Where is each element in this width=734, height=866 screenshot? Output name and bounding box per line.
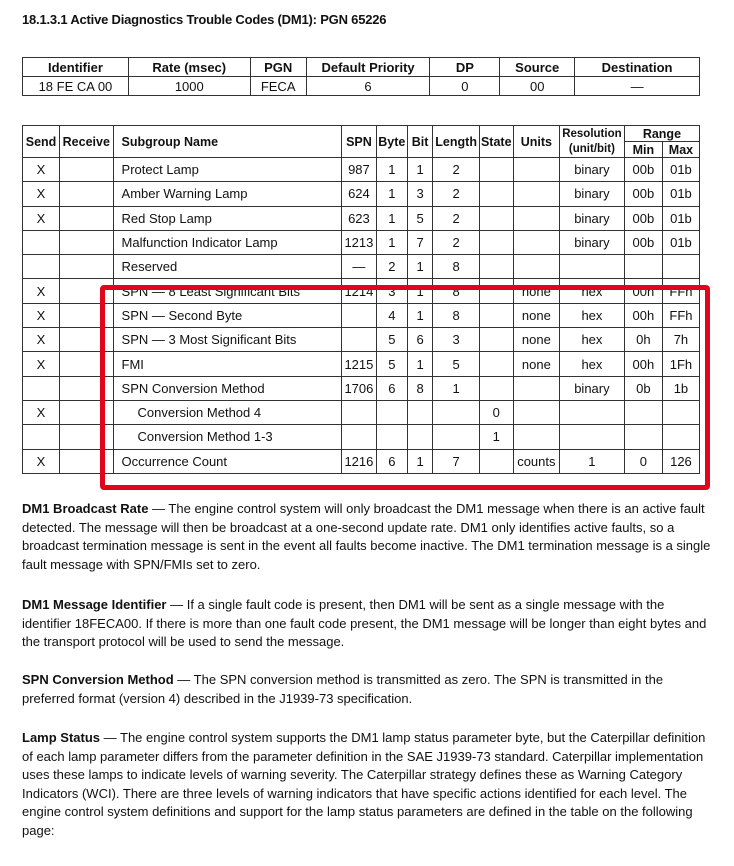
- cell-identifier: 18 FE CA 00: [23, 77, 129, 96]
- cell-name: SPN — 3 Most Significant Bits: [113, 328, 341, 352]
- cell-send: [23, 255, 60, 279]
- cell-receive: [60, 328, 114, 352]
- cell-length: 5: [433, 352, 479, 376]
- cell-receive: [60, 425, 114, 449]
- resolution-unit-label: (unit/bit): [568, 142, 615, 155]
- cell-bit: 1: [407, 255, 433, 279]
- cell-receive: [60, 352, 114, 376]
- cell-length: 2: [433, 158, 479, 182]
- cell-res: hex: [560, 352, 625, 376]
- table-row: [23, 425, 700, 449]
- cell-state: [479, 303, 513, 327]
- cell-min: 00b: [624, 230, 662, 254]
- cell-destination: —: [575, 77, 700, 96]
- cell-state: [479, 230, 513, 254]
- col-byte: Byte: [376, 126, 407, 158]
- cell-name: SPN — 8 Least Significant Bits: [113, 279, 341, 303]
- cell-state: [479, 328, 513, 352]
- cell-spn: —: [341, 255, 376, 279]
- cell-res: binary: [560, 182, 625, 206]
- pgn-header-table: [22, 57, 700, 96]
- cell-min: [624, 425, 662, 449]
- cell-res: binary: [560, 376, 625, 400]
- cell-send: X: [23, 328, 60, 352]
- col-pgn: PGN: [250, 58, 306, 77]
- cell-min: 0h: [624, 328, 662, 352]
- cell-bit: 5: [407, 206, 433, 230]
- cell-spn: 1215: [341, 352, 376, 376]
- cell-send: X: [23, 400, 60, 424]
- table-row: [23, 303, 700, 327]
- paragraph-term: DM1 Broadcast Rate: [22, 501, 149, 516]
- cell-res: hex: [560, 279, 625, 303]
- col-resolution: [560, 126, 625, 158]
- cell-byte: [376, 425, 407, 449]
- cell-spn: 1214: [341, 279, 376, 303]
- cell-state: [479, 206, 513, 230]
- cell-max: 7h: [662, 328, 699, 352]
- cell-min: 00b: [624, 182, 662, 206]
- cell-receive: [60, 376, 114, 400]
- cell-bit: 1: [407, 449, 433, 473]
- cell-res: 1: [560, 449, 625, 473]
- col-dp: DP: [430, 58, 500, 77]
- cell-length: [433, 425, 479, 449]
- cell-length: [433, 400, 479, 424]
- cell-dp: 0: [430, 77, 500, 96]
- cell-res: hex: [560, 303, 625, 327]
- col-subgroup-name: Subgroup Name: [113, 126, 341, 158]
- paragraph-term: Lamp Status: [22, 730, 101, 745]
- cell-res: hex: [560, 328, 625, 352]
- cell-max: 01b: [662, 182, 699, 206]
- cell-min: 0b: [624, 376, 662, 400]
- table-row: [23, 376, 700, 400]
- cell-units: [513, 400, 559, 424]
- col-min: Min: [624, 142, 662, 158]
- cell-bit: 1: [407, 158, 433, 182]
- cell-max: [662, 425, 699, 449]
- resolution-label: Resolution: [562, 127, 622, 140]
- cell-min: 00h: [624, 352, 662, 376]
- cell-min: [624, 400, 662, 424]
- cell-state: 1: [479, 425, 513, 449]
- cell-name: Amber Warning Lamp: [113, 182, 341, 206]
- col-length: Length: [433, 126, 479, 158]
- cell-max: FFh: [662, 279, 699, 303]
- col-receive: Receive: [60, 126, 114, 158]
- cell-send: X: [23, 158, 60, 182]
- header-table-row: [23, 77, 700, 96]
- cell-name: Conversion Method 1-3: [113, 425, 341, 449]
- cell-byte: 5: [376, 352, 407, 376]
- cell-state: [479, 158, 513, 182]
- cell-max: FFh: [662, 303, 699, 327]
- cell-spn: [341, 425, 376, 449]
- cell-res: binary: [560, 158, 625, 182]
- cell-res: binary: [560, 230, 625, 254]
- cell-byte: 2: [376, 255, 407, 279]
- cell-res: [560, 400, 625, 424]
- cell-units: [513, 182, 559, 206]
- cell-max: [662, 255, 699, 279]
- cell-receive: [60, 255, 114, 279]
- table-row: [23, 449, 700, 473]
- col-rate: Rate (msec): [128, 58, 250, 77]
- cell-byte: 4: [376, 303, 407, 327]
- cell-bit: 8: [407, 376, 433, 400]
- col-send: Send: [23, 126, 60, 158]
- cell-send: X: [23, 182, 60, 206]
- cell-units: none: [513, 352, 559, 376]
- table-row: [23, 279, 700, 303]
- cell-state: [479, 352, 513, 376]
- cell-byte: 6: [376, 376, 407, 400]
- cell-receive: [60, 206, 114, 230]
- cell-state: [479, 279, 513, 303]
- cell-byte: 1: [376, 158, 407, 182]
- col-source: Source: [500, 58, 575, 77]
- table-row: [23, 328, 700, 352]
- table-row: [23, 255, 700, 279]
- cell-max: 126: [662, 449, 699, 473]
- cell-receive: [60, 230, 114, 254]
- cell-min: 00h: [624, 279, 662, 303]
- cell-max: 01b: [662, 230, 699, 254]
- cell-byte: 1: [376, 182, 407, 206]
- cell-length: 1: [433, 376, 479, 400]
- section-title: 18.1.3.1 Active Diagnostics Trouble Codes (DM1): PGN 65226: [22, 12, 387, 27]
- cell-units: none: [513, 328, 559, 352]
- cell-bit: 1: [407, 303, 433, 327]
- paragraph-text: — The engine control system will only broadcast the DM1 message when there is an active fault detected. The message will then be broadcast at a one-second update rate. DM1 only identifies active faults, so a broadcast termination message is sent in the event all faults become inactive. The DM1 termination message is a single fault message with SPN/FMIs set to zero.: [22, 501, 711, 572]
- cell-name: SPN — Second Byte: [113, 303, 341, 327]
- cell-source: 00: [500, 77, 575, 96]
- cell-units: [513, 425, 559, 449]
- table-row: [23, 158, 700, 182]
- cell-state: [479, 376, 513, 400]
- col-bit: Bit: [407, 126, 433, 158]
- col-destination: Destination: [575, 58, 700, 77]
- cell-spn: 624: [341, 182, 376, 206]
- cell-units: [513, 206, 559, 230]
- cell-state: 0: [479, 400, 513, 424]
- cell-spn: 623: [341, 206, 376, 230]
- cell-length: 2: [433, 230, 479, 254]
- cell-res: binary: [560, 206, 625, 230]
- cell-state: [479, 449, 513, 473]
- cell-min: 0: [624, 449, 662, 473]
- cell-bit: 3: [407, 182, 433, 206]
- cell-res: [560, 425, 625, 449]
- cell-length: 2: [433, 206, 479, 230]
- table-row: [23, 400, 700, 424]
- cell-max: 01b: [662, 206, 699, 230]
- cell-byte: 1: [376, 206, 407, 230]
- cell-bit: 6: [407, 328, 433, 352]
- table-row: [23, 230, 700, 254]
- cell-length: 7: [433, 449, 479, 473]
- cell-send: [23, 376, 60, 400]
- cell-min: 00b: [624, 158, 662, 182]
- cell-name: SPN Conversion Method: [113, 376, 341, 400]
- cell-send: X: [23, 303, 60, 327]
- dm1-table-body: [23, 158, 700, 474]
- cell-units: [513, 158, 559, 182]
- paragraph-term: SPN Conversion Method: [22, 672, 174, 687]
- cell-receive: [60, 182, 114, 206]
- table-row: [23, 182, 700, 206]
- cell-send: X: [23, 206, 60, 230]
- cell-res: [560, 255, 625, 279]
- cell-name: Protect Lamp: [113, 158, 341, 182]
- cell-units: none: [513, 303, 559, 327]
- cell-state: [479, 255, 513, 279]
- paragraph-broadcast-rate: [22, 500, 712, 574]
- cell-default-priority: 6: [306, 77, 430, 96]
- col-max: Max: [662, 142, 699, 158]
- cell-byte: [376, 400, 407, 424]
- cell-name: Occurrence Count: [113, 449, 341, 473]
- cell-receive: [60, 303, 114, 327]
- paragraph-spn-conversion: [22, 671, 712, 708]
- cell-byte: 6: [376, 449, 407, 473]
- paragraph-term: DM1 Message Identifier: [22, 597, 167, 612]
- cell-max: 1Fh: [662, 352, 699, 376]
- paragraph-text: — The engine control system supports the DM1 lamp status parameter byte, but the Caterpillar definition of each lamp parameter differs from the parameter definition in the SAE J1939-73 standard. Caterpillar implementation uses these lamps to indicate levels of warning severity. The Caterpillar strategy defines these as Warning Category Indicators (WCI). There are three levels of warning indicators that have specific actions identified for each level. The engine control system definitions and support for the lamp status parameters are defined in the table on the following page:: [22, 730, 706, 838]
- dm1-parameter-table: [22, 125, 700, 474]
- cell-send: X: [23, 449, 60, 473]
- cell-bit: [407, 425, 433, 449]
- cell-spn: 987: [341, 158, 376, 182]
- cell-min: 00b: [624, 206, 662, 230]
- cell-units: none: [513, 279, 559, 303]
- cell-byte: 5: [376, 328, 407, 352]
- cell-length: 8: [433, 279, 479, 303]
- cell-byte: 3: [376, 279, 407, 303]
- paragraph-text: — If a single fault code is present, then DM1 will be sent as a single message with the identifier 18FECA00. If there is more than one fault code present, the DM1 message will be longer than eight bytes and the transport protocol will be used to send the message.: [22, 597, 707, 649]
- cell-name: Malfunction Indicator Lamp: [113, 230, 341, 254]
- cell-state: [479, 182, 513, 206]
- cell-length: 3: [433, 328, 479, 352]
- cell-receive: [60, 158, 114, 182]
- cell-units: [513, 376, 559, 400]
- paragraph-message-identifier: [22, 596, 712, 652]
- cell-spn: [341, 328, 376, 352]
- cell-min: 00h: [624, 303, 662, 327]
- cell-name: Reserved: [113, 255, 341, 279]
- cell-bit: 7: [407, 230, 433, 254]
- cell-receive: [60, 400, 114, 424]
- cell-units: counts: [513, 449, 559, 473]
- cell-length: 8: [433, 303, 479, 327]
- cell-min: [624, 255, 662, 279]
- cell-spn: [341, 303, 376, 327]
- col-spn: SPN: [341, 126, 376, 158]
- cell-bit: 1: [407, 279, 433, 303]
- col-range: Range: [624, 126, 699, 142]
- paragraph-lamp-status: [22, 729, 712, 840]
- cell-send: X: [23, 352, 60, 376]
- col-state: State: [479, 126, 513, 158]
- cell-send: [23, 425, 60, 449]
- cell-receive: [60, 279, 114, 303]
- cell-spn: 1216: [341, 449, 376, 473]
- col-units: Units: [513, 126, 559, 158]
- cell-max: 01b: [662, 158, 699, 182]
- cell-spn: 1706: [341, 376, 376, 400]
- header-table-columns: [23, 58, 700, 77]
- cell-units: [513, 255, 559, 279]
- cell-name: Red Stop Lamp: [113, 206, 341, 230]
- cell-spn: [341, 400, 376, 424]
- paragraph-text: — The SPN conversion method is transmitted as zero. The SPN is transmitted in the preferred format (version 4) described in the J1939-73 specification.: [22, 672, 664, 706]
- cell-max: 1b: [662, 376, 699, 400]
- cell-receive: [60, 449, 114, 473]
- cell-bit: 1: [407, 352, 433, 376]
- cell-byte: 1: [376, 230, 407, 254]
- cell-rate: 1000: [128, 77, 250, 96]
- table-row: [23, 352, 700, 376]
- cell-send: [23, 230, 60, 254]
- cell-length: 2: [433, 182, 479, 206]
- cell-pgn: FECA: [250, 77, 306, 96]
- cell-spn: 1213: [341, 230, 376, 254]
- col-identifier: Identifier: [23, 58, 129, 77]
- cell-send: X: [23, 279, 60, 303]
- cell-name: Conversion Method 4: [113, 400, 341, 424]
- col-default-priority: Default Priority: [306, 58, 430, 77]
- table-row: [23, 206, 700, 230]
- cell-max: [662, 400, 699, 424]
- cell-name: FMI: [113, 352, 341, 376]
- cell-units: [513, 230, 559, 254]
- cell-length: 8: [433, 255, 479, 279]
- cell-bit: [407, 400, 433, 424]
